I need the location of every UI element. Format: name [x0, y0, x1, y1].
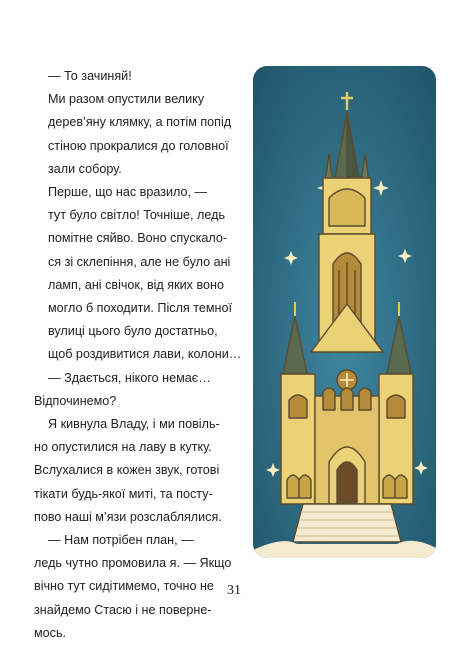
page-number: 31: [227, 583, 241, 598]
paragraph: [34, 413, 231, 529]
cathedral-illustration: [253, 66, 436, 558]
text-line: мось.: [34, 625, 67, 640]
text-line: дерев’яну клямку, а потім попід: [48, 115, 232, 130]
text-line: Перше, що нас вразило, —: [48, 185, 208, 200]
text-line: но опустилися на лаву в кутку.: [34, 440, 212, 455]
text-line: помітне сяйво. Воно спускало-: [48, 231, 228, 246]
text-line: зали собору.: [48, 161, 122, 176]
text-line: могло б походити. Після темної: [48, 301, 232, 316]
text-line: вічно тут сидітимемо, точно не: [34, 579, 214, 594]
paragraph: [34, 88, 231, 181]
text-line: стіною прокралися до головної: [48, 138, 229, 153]
text-line: Вслухалися в кожен звук, готові: [34, 463, 220, 478]
text-line: — Здається, нікого немає…: [48, 370, 211, 385]
text-line: — То зачиняй!: [48, 69, 132, 83]
paragraph: [34, 65, 231, 88]
text-line: знайдемо Стасю і не поверне-: [34, 602, 212, 617]
text-line: вулиці цього було достатньо,: [48, 324, 218, 339]
text-line: ся зі склепіння, але не було ані: [48, 254, 231, 269]
paragraph: [34, 367, 231, 413]
paragraph: [34, 181, 242, 367]
text-line: ламп, ані свічок, від яких воно: [48, 277, 224, 292]
text-line: тут було світло! Точніше, ледь: [48, 208, 226, 223]
text-line: Я кивнула Владу, і ми повіль-: [48, 417, 220, 432]
door: [337, 462, 357, 504]
text-line: щоб роздивитися лави, колони…: [48, 347, 242, 362]
text-line: Відпочинемо?: [34, 393, 117, 408]
text-line: пово наші м’язи розслаблялися.: [34, 509, 222, 524]
text-line: Ми разом опустили велику: [48, 92, 205, 107]
text-line: тікати будь-якої миті, та посту-: [34, 486, 213, 501]
text-line: — Нам потрібен план, —: [48, 533, 194, 548]
text-line: ледь чутно промовила я. — Якщо: [34, 556, 232, 571]
